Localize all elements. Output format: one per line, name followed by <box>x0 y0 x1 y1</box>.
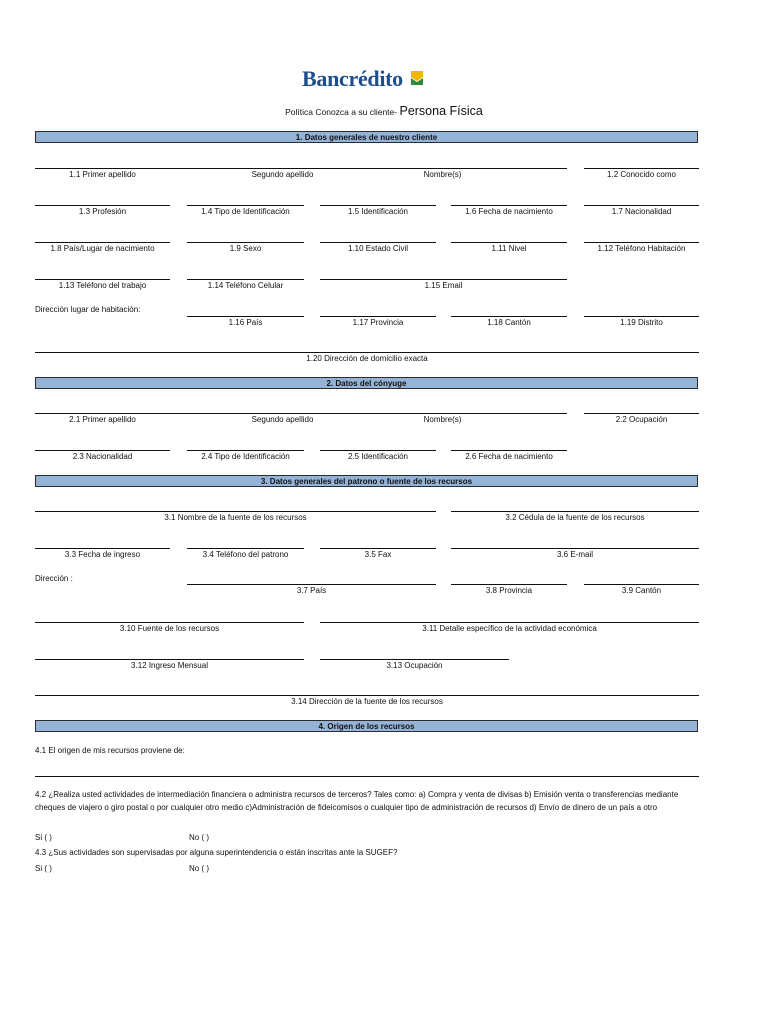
field-line-3-6[interactable] <box>451 548 699 549</box>
label-primer-apellido: 1.1 Primer apellido <box>69 170 136 179</box>
label-pais-nacimiento: 1.8 País/Lugar de nacimiento <box>50 244 155 253</box>
field-line-1-9[interactable] <box>187 242 304 243</box>
label-fax: 3.5 Fax <box>364 550 392 559</box>
form-title <box>0 104 768 118</box>
label-conyuge-tipo-identificacion: 2.4 Tipo de Identificación <box>201 452 290 461</box>
label-patrono-pais: 3.7 País <box>296 586 327 595</box>
field-line-2-6[interactable] <box>451 450 567 451</box>
checkbox-4-3-si[interactable]: Si ( ) <box>35 864 52 873</box>
section-header-2: 2. Datos del cónyuge <box>35 377 698 389</box>
label-conocido-como: 1.2 Conocido como <box>607 170 676 179</box>
field-line-1-5[interactable] <box>320 205 436 206</box>
field-line-1-1[interactable] <box>35 168 567 169</box>
field-line-2-3[interactable] <box>35 450 170 451</box>
label-profesion: 1.3 Profesión <box>78 207 127 216</box>
field-line-3-1[interactable] <box>35 511 436 512</box>
question-4-2: 4.2 ¿Realiza usted actividades de intermediación financiera o administra recursos de terceros? Tales como: a) Compra y venta de divisas b) Emisión venta o transferencias mediante cheques de viajero o giro postal o por cualquier otro medio c)Administración de fideicomisos o cualquier tipo de administración de recursos d) Envío de dinero de un país a otro <box>35 790 679 812</box>
field-line-3-12[interactable] <box>35 659 304 660</box>
label-patrono-ocupacion: 3.13 Ocupación <box>386 661 443 670</box>
label-nivel: 1.11 Nivel <box>491 244 527 253</box>
field-line-1-20[interactable] <box>35 352 699 353</box>
label-nacionalidad: 1.7 Nacionalidad <box>611 207 672 216</box>
label-conyuge-ocupacion: 2.2 Ocupación <box>615 415 668 424</box>
label-telefono-celular: 1.14 Teléfono Celular <box>207 281 284 290</box>
field-line-4-1[interactable] <box>35 776 699 777</box>
question-4-1: 4.1 El origen de mis recursos proviene de: <box>35 746 185 755</box>
label-patrono-canton: 3.9 Cantón <box>621 586 662 595</box>
field-line-2-4[interactable] <box>187 450 304 451</box>
field-line-1-4[interactable] <box>187 205 304 206</box>
section-header-1: 1. Datos generales de nuestro cliente <box>35 131 698 143</box>
field-line-3-5[interactable] <box>320 548 436 549</box>
label-conyuge-fecha-nacimiento: 2.6 Fecha de nacimiento <box>465 452 553 461</box>
brand-logo-icon <box>410 70 424 86</box>
field-line-1-8[interactable] <box>35 242 170 243</box>
label-fuente-recursos: 3.10 Fuente de los recursos <box>119 624 220 633</box>
field-line-1-10[interactable] <box>320 242 436 243</box>
field-line-1-15[interactable] <box>320 279 567 280</box>
field-line-3-4[interactable] <box>187 548 304 549</box>
label-telefono-trabajo: 1.13 Teléfono del trabajo <box>58 281 147 290</box>
label-segundo-apellido: Segundo apellido <box>251 170 314 179</box>
field-line-3-13[interactable] <box>320 659 509 660</box>
label-nombre-fuente: 3.1 Nombre de la fuente de los recursos <box>164 513 307 522</box>
field-line-2-5[interactable] <box>320 450 436 451</box>
label-telefono-patrono: 3.4 Teléfono del patrono <box>202 550 289 559</box>
label-fecha-ingreso: 3.3 Fecha de ingreso <box>64 550 141 559</box>
label-cedula-fuente: 3.2 Cédula de la fuente de los recursos <box>505 513 645 522</box>
field-line-1-18[interactable] <box>451 316 567 317</box>
label-email-patrono: 3.6 E-mail <box>556 550 593 559</box>
section-header-3: 3. Datos generales del patrono o fuente de los recursos <box>35 475 698 487</box>
field-line-1-16[interactable] <box>187 316 304 317</box>
label-direccion-fuente: 3.14 Dirección de la fuente de los recursos <box>291 697 443 706</box>
label-canton: 1.18 Cantón <box>487 318 531 327</box>
field-line-1-14[interactable] <box>187 279 304 280</box>
label-direccion-exacta: 1.20 Dirección de domicilio exacta <box>306 354 428 363</box>
field-line-1-17[interactable] <box>320 316 436 317</box>
field-line-3-9[interactable] <box>584 584 699 585</box>
field-line-1-13[interactable] <box>35 279 170 280</box>
checkbox-4-2-no[interactable]: No ( ) <box>189 833 209 842</box>
label-direccion-patrono: Dirección : <box>35 574 73 583</box>
field-line-3-3[interactable] <box>35 548 170 549</box>
field-line-3-14[interactable] <box>35 695 699 696</box>
label-email: 1.15 Email <box>424 281 463 290</box>
label-pais: 1.16 País <box>228 318 263 327</box>
field-line-1-3[interactable] <box>35 205 170 206</box>
field-line-1-12[interactable] <box>584 242 699 243</box>
label-conyuge-primer-apellido: 2.1 Primer apellido <box>69 415 136 424</box>
field-line-1-11[interactable] <box>451 242 567 243</box>
label-direccion-habitacion: Dirección lugar de habitación: <box>35 305 141 314</box>
label-tipo-identificacion: 1.4 Tipo de Identificación <box>201 207 290 216</box>
checkbox-4-2-si[interactable]: Si ( ) <box>35 833 52 842</box>
field-line-2-1[interactable] <box>35 413 567 414</box>
label-sexo: 1.9 Sexo <box>229 244 262 253</box>
field-line-3-7[interactable] <box>187 584 436 585</box>
label-nombre: Nombre(s) <box>423 170 462 179</box>
label-conyuge-segundo-apellido: Segundo apellido <box>251 415 314 424</box>
label-fecha-nacimiento: 1.6 Fecha de nacimiento <box>465 207 553 216</box>
question-4-3: 4.3 ¿Sus actividades son supervisadas por alguna superintendencia o están inscritas ante la SUGEF? <box>35 848 398 857</box>
field-line-1-6[interactable] <box>451 205 567 206</box>
label-conyuge-nacionalidad: 2.3 Nacionalidad <box>72 452 133 461</box>
field-line-3-10[interactable] <box>35 622 304 623</box>
label-detalle-actividad: 3.11 Detalle específico de la actividad económica <box>422 624 597 633</box>
field-line-3-2[interactable] <box>451 511 699 512</box>
section-header-4: 4. Origen de los recursos <box>35 720 698 732</box>
brand-logo-text: Bancrédito <box>302 66 403 91</box>
field-line-1-19[interactable] <box>584 316 699 317</box>
field-line-2-2[interactable] <box>584 413 699 414</box>
field-line-3-11[interactable] <box>320 622 699 623</box>
label-identificacion: 1.5 Identificación <box>347 207 409 216</box>
field-line-1-2[interactable] <box>584 168 699 169</box>
label-conyuge-nombre: Nombre(s) <box>423 415 462 424</box>
label-provincia: 1.17 Provincia <box>352 318 404 327</box>
checkbox-4-3-no[interactable]: No ( ) <box>189 864 209 873</box>
label-ingreso-mensual: 3.12 Ingreso Mensual <box>131 661 208 670</box>
form-title-policy: Política Conozca a su cliente- <box>285 107 398 117</box>
label-patrono-provincia: 3.8 Provincia <box>485 586 533 595</box>
field-line-3-8[interactable] <box>451 584 567 585</box>
label-conyuge-identificacion: 2.5 Identificación <box>347 452 409 461</box>
form-title-type: Persona Física <box>399 104 483 118</box>
label-distrito: 1.19 Distrito <box>620 318 663 327</box>
label-estado-civil: 1.10 Estado Civil <box>347 244 409 253</box>
field-line-1-7[interactable] <box>584 205 699 206</box>
label-telefono-habitacion: 1.12 Teléfono Habitación <box>597 244 686 253</box>
